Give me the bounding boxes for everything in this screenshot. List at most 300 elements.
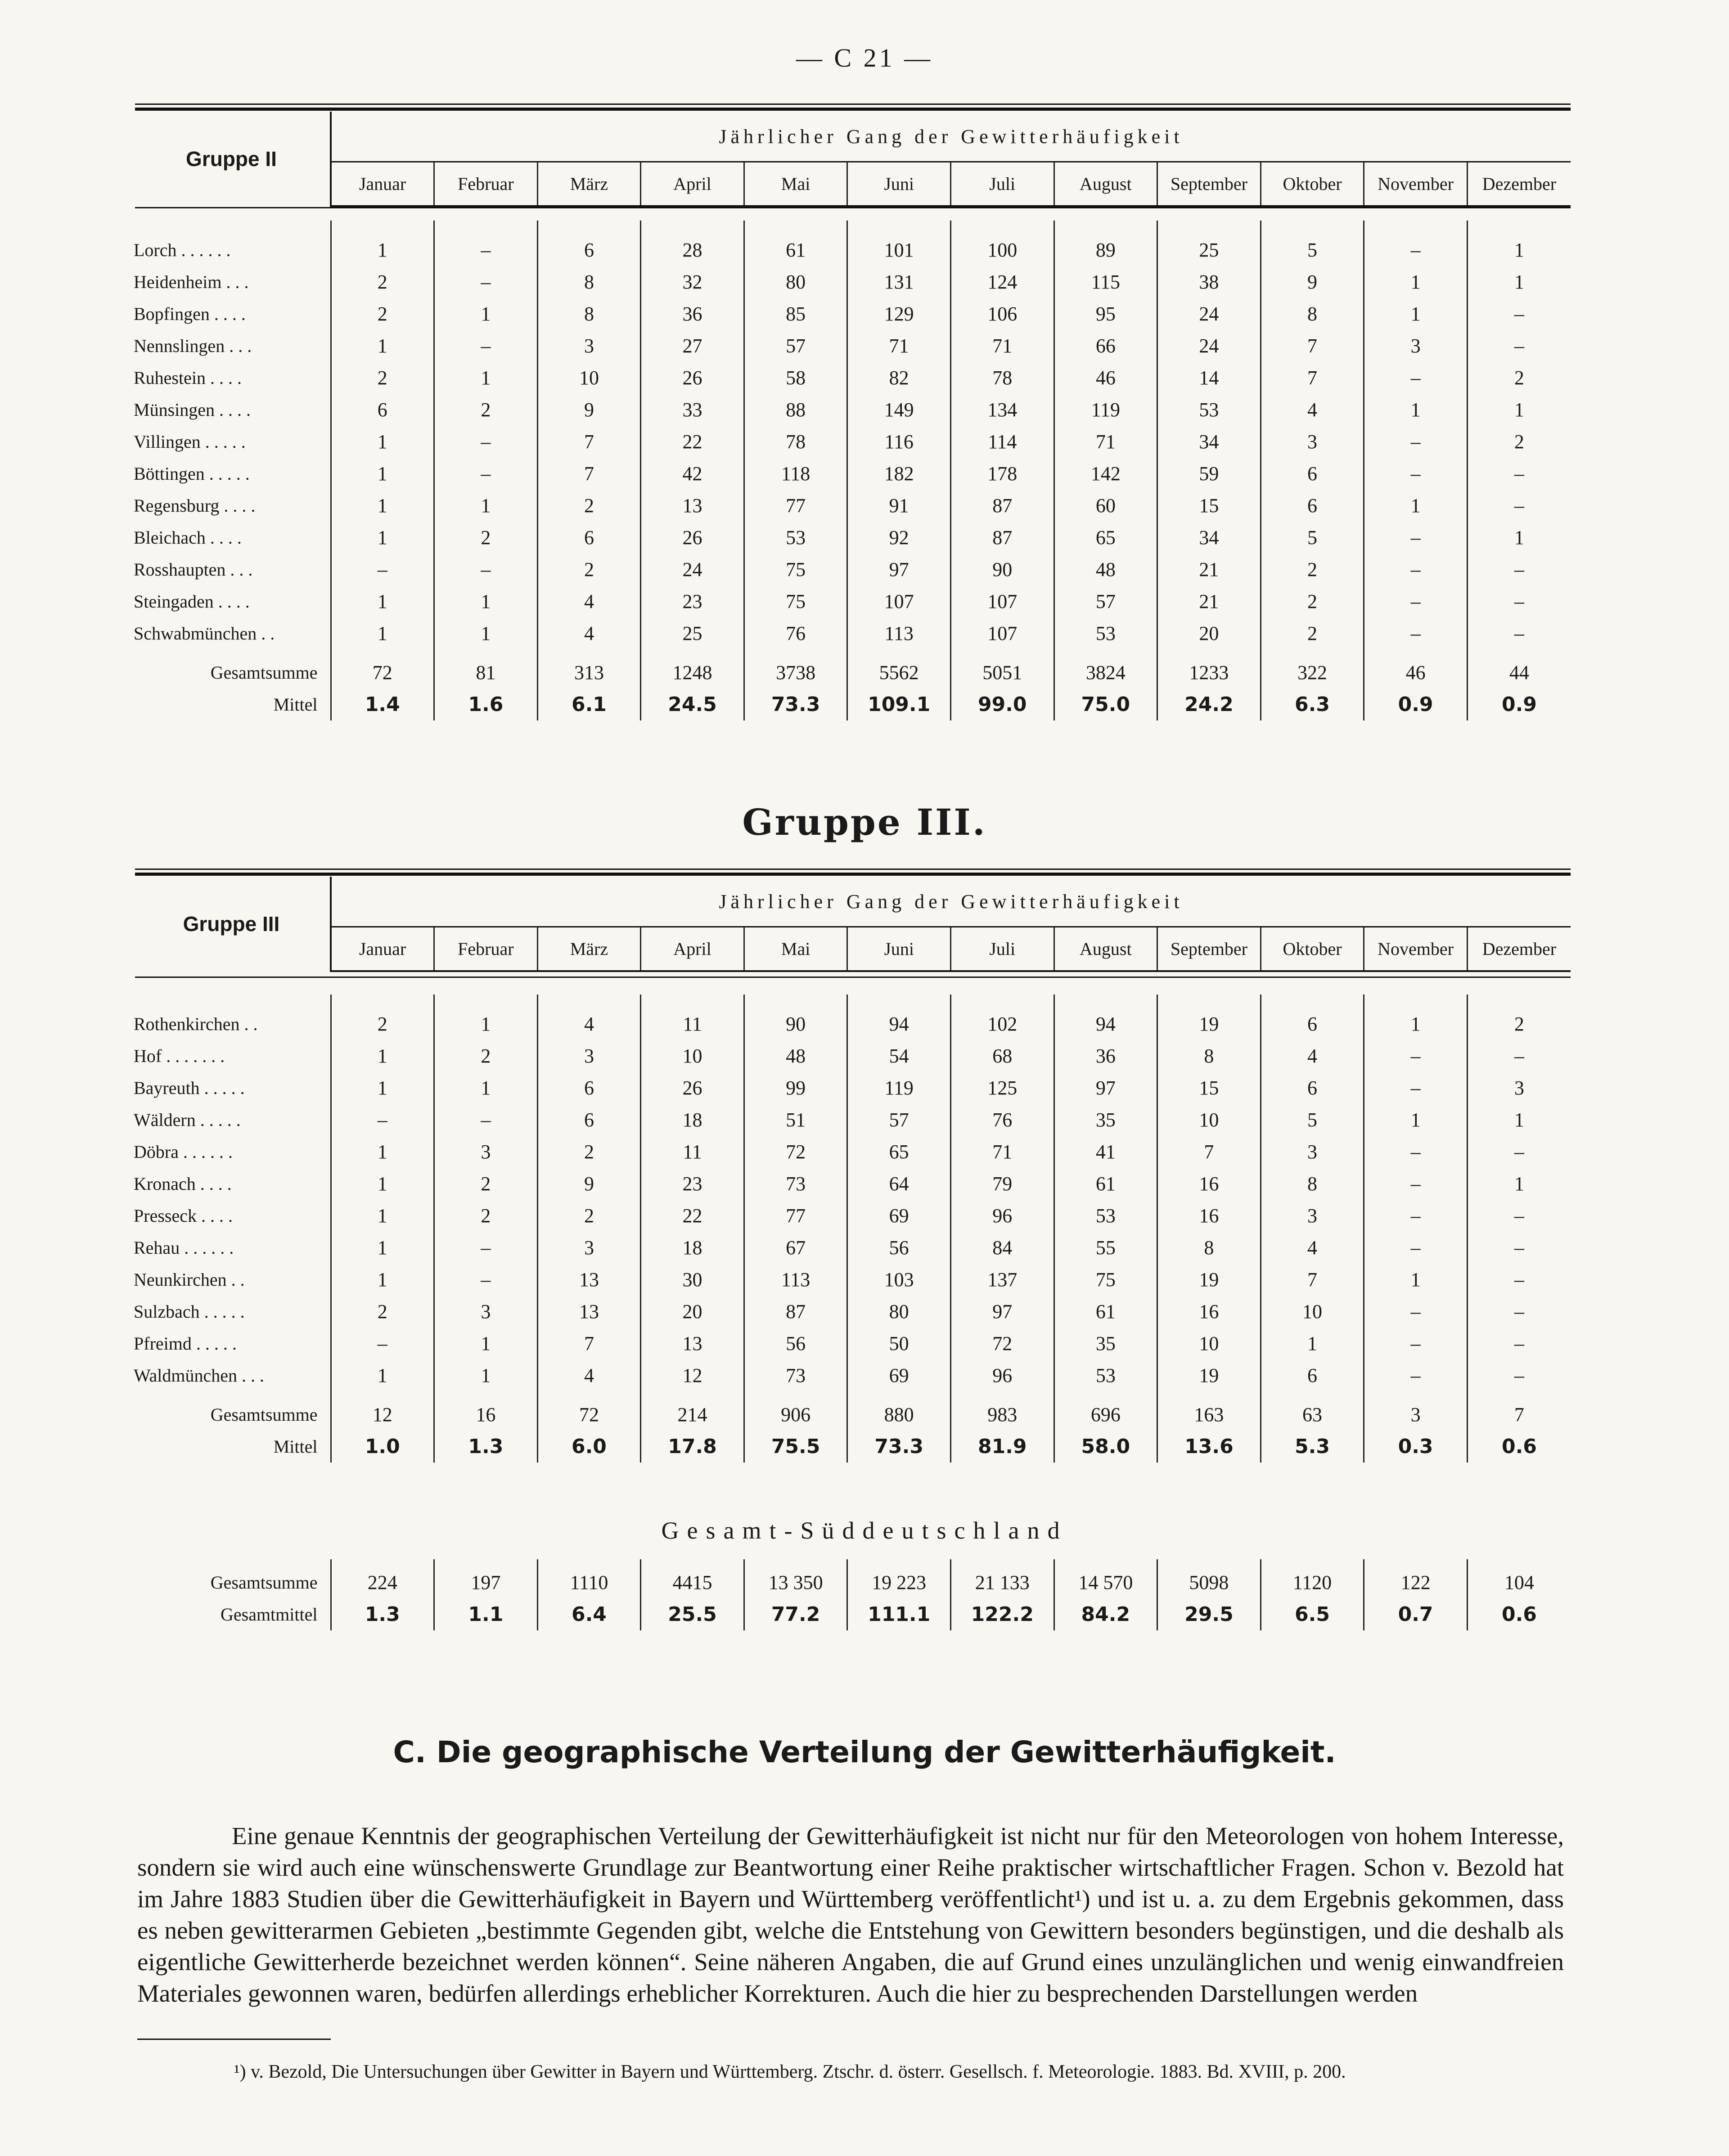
table-cell: 38: [1157, 266, 1261, 298]
month-header: September: [1157, 927, 1261, 972]
table-cell: 57: [744, 330, 847, 362]
table-cell: 2: [434, 394, 538, 426]
group3-header: [133, 877, 1571, 972]
table-cell: 59: [1157, 458, 1261, 490]
table-cell: 75.0: [1054, 689, 1157, 720]
table-cell: 2: [1467, 426, 1571, 458]
table-cell: 6: [1261, 1072, 1364, 1104]
table-cell: 2: [1467, 1008, 1571, 1040]
spacer-cell: [847, 995, 951, 1008]
month-header: April: [641, 162, 744, 207]
table-cell: 1: [434, 362, 538, 394]
table-cell: 122.2: [950, 1598, 1054, 1630]
station-name: Steingaden . . . .: [134, 591, 250, 612]
table-cell: 6: [537, 234, 641, 266]
table-cell: 3: [1261, 426, 1364, 458]
table-cell: –: [1364, 234, 1468, 266]
table-cell: 44: [1467, 649, 1571, 689]
table-cell: 42: [641, 458, 744, 490]
table-cell: 101: [847, 234, 951, 266]
table-cell: 1.3: [434, 1431, 538, 1463]
table-cell: 1: [434, 1008, 538, 1040]
table-cell: 2: [331, 298, 434, 330]
table-cell: –: [1364, 617, 1468, 649]
table-row: [133, 426, 1571, 458]
month-header: Dezember: [1467, 927, 1571, 972]
table-cell: 8: [1261, 1168, 1364, 1200]
month-header: Oktober: [1261, 927, 1364, 972]
table-cell: 20: [1157, 617, 1261, 649]
table-cell: –: [434, 1264, 538, 1296]
table-cell: 7: [537, 426, 641, 458]
table-cell: 6.4: [537, 1598, 641, 1630]
group2-header-rule: [135, 207, 1571, 208]
table-cell: 10: [1261, 1296, 1364, 1328]
row-label: Gesamtmittel: [220, 1604, 318, 1625]
total-table: [133, 1559, 1571, 1630]
table-cell: 2: [434, 1168, 538, 1200]
table-cell: 102: [950, 1008, 1054, 1040]
table-cell: 64: [847, 1168, 951, 1200]
table-cell: 1: [331, 458, 434, 490]
table-cell: 5: [1261, 522, 1364, 554]
table-cell: 96: [950, 1200, 1054, 1232]
sum-row: [133, 1391, 1571, 1431]
table-row: [133, 617, 1571, 649]
table-cell: 109.1: [847, 689, 951, 720]
table-cell: 1: [331, 1359, 434, 1391]
table-cell: 57: [1054, 585, 1157, 617]
spacer-cell: [744, 995, 847, 1008]
table-cell: 77: [744, 1200, 847, 1232]
table-cell: 7: [1261, 330, 1364, 362]
table-cell: 1.4: [331, 689, 434, 720]
table-cell: 18: [641, 1104, 744, 1136]
month-header-row: [133, 927, 1571, 972]
table-cell: –: [434, 266, 538, 298]
row-label: Gesamtsumme: [210, 1404, 318, 1425]
table-cell: 96: [950, 1359, 1054, 1391]
table-cell: 2: [537, 554, 641, 585]
table-cell: 78: [744, 426, 847, 458]
table-cell: 1: [434, 298, 538, 330]
table-cell: 75: [744, 585, 847, 617]
spacer-cell: [1261, 995, 1364, 1008]
table-cell: 48: [1054, 554, 1157, 585]
table-cell: 5: [1261, 1104, 1364, 1136]
month-header: Juli: [950, 927, 1054, 972]
table-cell: 10: [537, 362, 641, 394]
table-cell: 73: [744, 1359, 847, 1391]
group3-heading: Gruppe III.: [742, 801, 987, 843]
table-row: [133, 1168, 1571, 1200]
station-name: Schwabmünchen . .: [134, 623, 275, 644]
month-header-row: [133, 162, 1571, 207]
table-cell: 1: [434, 585, 538, 617]
table-cell: 77: [744, 490, 847, 522]
table-cell: 107: [950, 585, 1054, 617]
table-cell: 1: [1467, 234, 1571, 266]
table-cell: 6.3: [1261, 689, 1364, 720]
table-cell: 1: [1364, 1264, 1468, 1296]
table-cell: 1: [1364, 394, 1468, 426]
table-cell: 55: [1054, 1232, 1157, 1264]
table-cell: 696: [1054, 1391, 1157, 1431]
table-cell: –: [1364, 1296, 1468, 1328]
table-cell: 25: [1157, 234, 1261, 266]
table-cell: 2: [537, 490, 641, 522]
table-cell: –: [1364, 522, 1468, 554]
table-cell: 19: [1157, 1008, 1261, 1040]
table-cell: 24: [1157, 298, 1261, 330]
spacer-cell: [331, 995, 434, 1008]
table-cell: 224: [331, 1559, 434, 1598]
table-cell: 1.6: [434, 689, 538, 720]
table-cell: –: [1364, 554, 1468, 585]
table-cell: –: [1467, 490, 1571, 522]
month-header: März: [537, 162, 641, 207]
footnote-rule: [137, 2039, 331, 2040]
table-cell: 71: [847, 330, 951, 362]
table-cell: 1: [1467, 522, 1571, 554]
table-cell: 4415: [641, 1559, 744, 1598]
table-cell: 1: [1467, 1104, 1571, 1136]
table-cell: 3: [1261, 1200, 1364, 1232]
table-cell: 18: [641, 1232, 744, 1264]
station-name: Böttingen . . . . .: [134, 464, 250, 484]
table-cell: 3: [1364, 330, 1468, 362]
table-cell: 107: [950, 617, 1054, 649]
table-cell: 82: [847, 362, 951, 394]
table-cell: 6: [1261, 1008, 1364, 1040]
table-cell: –: [434, 330, 538, 362]
table-cell: 16: [1157, 1168, 1261, 1200]
table-cell: 8: [537, 266, 641, 298]
table-cell: 1: [1261, 1328, 1364, 1359]
table-row: [133, 1359, 1571, 1391]
table-cell: 116: [847, 426, 951, 458]
spacer-row: [133, 221, 1571, 234]
row-label: Mittel: [273, 694, 318, 715]
spacer-cell: [1157, 995, 1261, 1008]
table-cell: 119: [847, 1072, 951, 1104]
table-cell: 84: [950, 1232, 1054, 1264]
table-row: [133, 1296, 1571, 1328]
table-cell: 2: [331, 1008, 434, 1040]
spacer-cell: [950, 221, 1054, 234]
table-cell: 28: [641, 234, 744, 266]
table-cell: 6.0: [537, 1431, 641, 1463]
table-cell: 2: [1467, 362, 1571, 394]
table-cell: 1: [331, 1072, 434, 1104]
station-name: Kronach . . . .: [134, 1174, 232, 1194]
table-cell: 3: [1467, 1072, 1571, 1104]
table-cell: 13: [537, 1264, 641, 1296]
table-cell: 131: [847, 266, 951, 298]
table-cell: 3: [537, 330, 641, 362]
table-cell: –: [1364, 1359, 1468, 1391]
spacer-cell: [641, 995, 744, 1008]
table-cell: 1: [331, 234, 434, 266]
table-cell: 56: [744, 1328, 847, 1359]
station-name: Pfreimd . . . . .: [134, 1333, 237, 1354]
spacer-cell: [1364, 221, 1468, 234]
table-cell: 2: [1261, 585, 1364, 617]
table-cell: 6: [537, 1072, 641, 1104]
table-cell: 53: [744, 522, 847, 554]
spacer-cell: [744, 221, 847, 234]
table-cell: 15: [1157, 490, 1261, 522]
table-cell: 1: [1364, 266, 1468, 298]
table-row: [133, 554, 1571, 585]
table-cell: 5: [1261, 234, 1364, 266]
group3-table: [133, 995, 1571, 1463]
table-cell: –: [1364, 1168, 1468, 1200]
table-cell: 79: [950, 1168, 1054, 1200]
month-header: Juni: [847, 927, 951, 972]
table-cell: 24: [641, 554, 744, 585]
table-row: [133, 458, 1571, 490]
table-cell: 19: [1157, 1264, 1261, 1296]
table-cell: 1: [331, 1200, 434, 1232]
table-cell: 6: [331, 394, 434, 426]
table-cell: 10: [1157, 1104, 1261, 1136]
table-cell: 0.7: [1364, 1598, 1468, 1630]
table-cell: 6: [537, 1104, 641, 1136]
table-cell: –: [331, 1104, 434, 1136]
table-row: [133, 1328, 1571, 1359]
table-cell: 87: [950, 490, 1054, 522]
table-row: [133, 234, 1571, 266]
table-cell: 5.3: [1261, 1431, 1364, 1463]
table-cell: 20: [641, 1296, 744, 1328]
table-cell: 1: [1467, 394, 1571, 426]
table-cell: –: [1467, 1296, 1571, 1328]
table-row: [133, 522, 1571, 554]
table-cell: 3824: [1054, 649, 1157, 689]
table-cell: 29.5: [1157, 1598, 1261, 1630]
table-cell: 137: [950, 1264, 1054, 1296]
table-row: [133, 1136, 1571, 1168]
body-paragraph: Eine genaue Kenntnis der geographischen Verteilung der Gewitterhäufigkeit ist nicht nur für den Meteorologen von hohem Interesse, sondern sie wird auch eine wünschenswerte Grundlage zur Beantwortung einer Reihe praktischer wirtschaftlicher Fragen. Schon v. Bezold hat im Jahre 1883 Studien über die Gewitterhäufigkeit in Bayern und Württemberg veröffentlicht¹) und ist u. a. zu dem Ergebnis gekommen, dass es neben gewitterarmen Gebieten „bestimmte Gegenden gibt, welche die Entstehung von Gewittern besonders begünstigen, und die deshalb als eigentliche Gewitterherde bezeichnet werden können“. Seine näheren Angaben, die auf Grund eines unzulänglichen und wenig einwandfreien Materiales gewonnen waren, bedürfen allerdings erheblicher Korrekturen. Auch die hier zu besprechenden Darstellungen werden: [137, 1822, 1564, 2007]
table-row: [133, 330, 1571, 362]
table-cell: 313: [537, 649, 641, 689]
group2-header: [133, 112, 1571, 207]
spacer-cell: [1467, 221, 1571, 234]
table-cell: 80: [744, 266, 847, 298]
spacer-cell: [537, 995, 641, 1008]
table-cell: –: [1467, 585, 1571, 617]
table-cell: 72: [950, 1328, 1054, 1359]
table-cell: 24: [1157, 330, 1261, 362]
table-cell: 124: [950, 266, 1054, 298]
table-cell: 983: [950, 1391, 1054, 1431]
month-header: Februar: [434, 927, 538, 972]
spacer-cell: [1467, 995, 1571, 1008]
table-cell: –: [1364, 1200, 1468, 1232]
table-cell: 0.9: [1364, 689, 1468, 720]
station-name: Heidenheim . . .: [134, 272, 249, 292]
table-cell: 24.2: [1157, 689, 1261, 720]
table-cell: 94: [1054, 1008, 1157, 1040]
table-cell: –: [434, 1232, 538, 1264]
table-cell: –: [1467, 1232, 1571, 1264]
table-cell: 3: [1261, 1136, 1364, 1168]
table-cell: 9: [537, 1168, 641, 1200]
table-cell: 1: [434, 1072, 538, 1104]
table-cell: –: [1364, 1040, 1468, 1072]
table-cell: 21: [1157, 554, 1261, 585]
table-cell: 30: [641, 1264, 744, 1296]
table-cell: 118: [744, 458, 847, 490]
table-cell: 11: [641, 1136, 744, 1168]
table-cell: 1: [331, 522, 434, 554]
table-cell: 69: [847, 1359, 951, 1391]
table-cell: 50: [847, 1328, 951, 1359]
month-header: November: [1364, 162, 1468, 207]
table-cell: 2: [434, 522, 538, 554]
month-header: Januar: [331, 162, 434, 207]
spacer-cell: [1157, 221, 1261, 234]
total-title: Gesamt-Süddeutschland: [661, 1517, 1068, 1544]
table-cell: 63: [1261, 1391, 1364, 1431]
spacer-cell: [1364, 995, 1468, 1008]
spacer-cell: [847, 221, 951, 234]
page-header: — C 21 —: [796, 43, 933, 72]
group3-label: Gruppe III: [133, 877, 331, 971]
table-cell: –: [331, 554, 434, 585]
table-cell: 2: [434, 1040, 538, 1072]
table-cell: 119: [1054, 394, 1157, 426]
table-cell: 57: [847, 1104, 951, 1136]
table-cell: 114: [950, 426, 1054, 458]
table-cell: 91: [847, 490, 951, 522]
station-name: Bayreuth . . . . .: [134, 1078, 245, 1098]
table-cell: –: [1467, 554, 1571, 585]
table-cell: 1: [1467, 1168, 1571, 1200]
table-row: [133, 298, 1571, 330]
table-cell: 66: [1054, 330, 1157, 362]
table-cell: 6: [537, 522, 641, 554]
header-span-title: Jährlicher Gang der Gewitterhäufigkeit: [331, 112, 1571, 162]
table-cell: 6: [1261, 458, 1364, 490]
table-cell: 73: [744, 1168, 847, 1200]
table-cell: 71: [950, 1136, 1054, 1168]
table-cell: 68: [950, 1040, 1054, 1072]
table-cell: –: [434, 426, 538, 458]
table-cell: 76: [744, 617, 847, 649]
spacer-row: [133, 995, 1571, 1008]
spacer-cell: [133, 221, 331, 234]
sum-row: [133, 1559, 1571, 1598]
table-cell: 13: [537, 1296, 641, 1328]
table-cell: 97: [847, 554, 951, 585]
table-row: [133, 1008, 1571, 1040]
table-cell: 7: [1261, 362, 1364, 394]
table-cell: 122: [1364, 1559, 1468, 1598]
table-cell: 41: [1054, 1136, 1157, 1168]
table-cell: –: [1364, 585, 1468, 617]
table-cell: 4: [1261, 1040, 1364, 1072]
spacer-cell: [950, 995, 1054, 1008]
station-name: Wäldern . . . . .: [134, 1110, 241, 1130]
table-cell: 61: [744, 234, 847, 266]
table-cell: 1: [434, 1359, 538, 1391]
mean-row: [133, 689, 1571, 720]
table-cell: 3: [537, 1232, 641, 1264]
table-cell: 89: [1054, 234, 1157, 266]
month-header: März: [537, 927, 641, 972]
table-cell: 3: [434, 1296, 538, 1328]
table-row: [133, 585, 1571, 617]
table-cell: 1: [331, 617, 434, 649]
table-cell: 34: [1157, 426, 1261, 458]
month-header: Mai: [744, 927, 847, 972]
spacer-cell: [434, 995, 538, 1008]
mean-row: [133, 1431, 1571, 1463]
table-cell: 6: [1261, 490, 1364, 522]
table-cell: 58: [744, 362, 847, 394]
table-cell: 17.8: [641, 1431, 744, 1463]
table-cell: 0.3: [1364, 1431, 1468, 1463]
month-header: August: [1054, 162, 1157, 207]
table-cell: 12: [331, 1391, 434, 1431]
month-header: November: [1364, 927, 1468, 972]
table-cell: 149: [847, 394, 951, 426]
table-cell: 880: [847, 1391, 951, 1431]
table-cell: 81: [434, 649, 538, 689]
table-cell: 65: [847, 1136, 951, 1168]
station-name: Neunkirchen . .: [134, 1269, 245, 1290]
table-cell: 4: [1261, 1232, 1364, 1264]
spacer-cell: [1261, 221, 1364, 234]
spacer-cell: [1054, 221, 1157, 234]
table-cell: 163: [1157, 1391, 1261, 1431]
table-cell: 99: [744, 1072, 847, 1104]
table-cell: 13: [641, 1328, 744, 1359]
header-span-title-2: Jährlicher Gang der Gewitterhäufigkeit: [331, 877, 1571, 927]
group2-label: Gruppe II: [133, 112, 331, 206]
table-cell: 4: [537, 1359, 641, 1391]
table-cell: 1.0: [331, 1431, 434, 1463]
table-cell: 88: [744, 394, 847, 426]
table-cell: 92: [847, 522, 951, 554]
table-cell: 19 223: [847, 1559, 951, 1598]
month-header: Januar: [331, 927, 434, 972]
station-name: Presseck . . . .: [134, 1206, 233, 1226]
table-cell: 16: [1157, 1200, 1261, 1232]
table-cell: 1: [1364, 1104, 1468, 1136]
group3-double-rule: [135, 869, 1571, 876]
table-row: [133, 490, 1571, 522]
table-cell: 5051: [950, 649, 1054, 689]
table-cell: 2: [1261, 554, 1364, 585]
table-cell: 906: [744, 1391, 847, 1431]
table-cell: 22: [641, 1200, 744, 1232]
table-cell: 87: [744, 1296, 847, 1328]
section-title: C. Die geographische Verteilung der Gewitterhäufigkeit.: [393, 1735, 1336, 1769]
table-cell: 16: [1157, 1296, 1261, 1328]
station-name: Sulzbach . . . . .: [134, 1301, 245, 1322]
table-cell: 27: [641, 330, 744, 362]
table-cell: 21: [1157, 585, 1261, 617]
station-name: Rothenkirchen . .: [134, 1014, 258, 1034]
table-cell: 81.9: [950, 1431, 1054, 1463]
station-name: Regensburg . . . .: [134, 495, 256, 516]
month-header: April: [641, 927, 744, 972]
table-cell: 0.6: [1467, 1598, 1571, 1630]
table-cell: 2: [331, 266, 434, 298]
